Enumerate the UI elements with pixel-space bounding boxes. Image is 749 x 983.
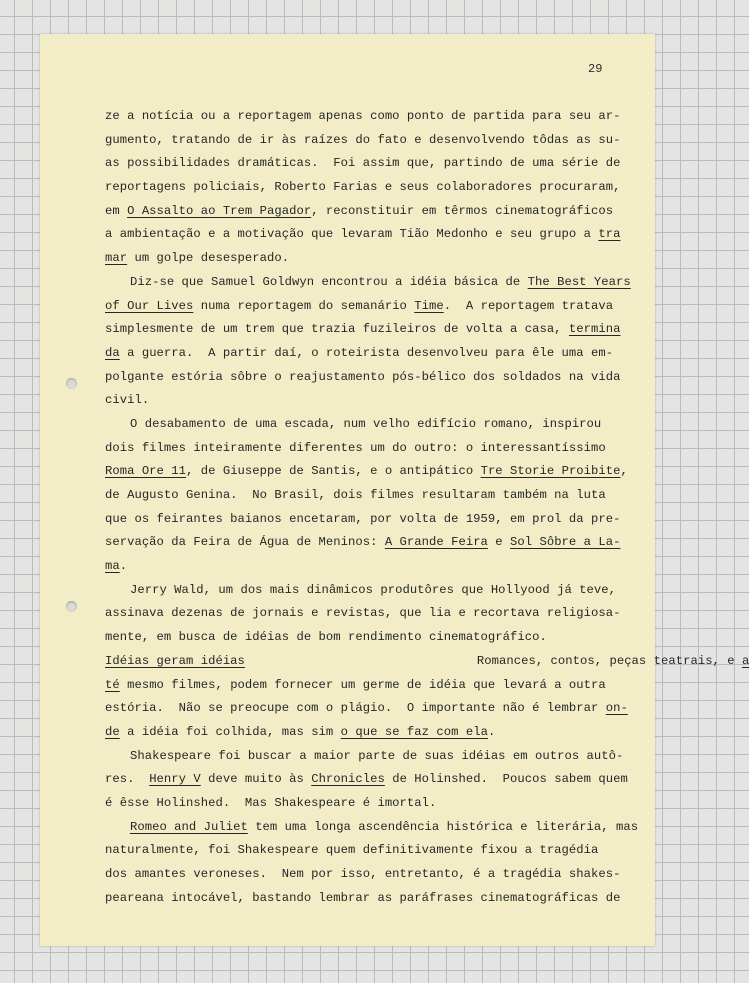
text-segment: mente, em busca de idéias de bom rendimento cinematográfico.: [105, 630, 547, 645]
underlined-title: A Grande Feira: [384, 535, 488, 550]
text-line: [105, 792, 625, 816]
text-line: [105, 721, 625, 745]
text-line: [105, 745, 625, 769]
text-segment: deve muito às: [200, 772, 312, 787]
text-line: [105, 674, 625, 698]
underlined-title: termina: [568, 322, 621, 337]
text-line: [105, 697, 628, 721]
text-line: [105, 508, 625, 532]
underlined-title: Sol Sôbre a La-: [510, 535, 621, 550]
text-line: [105, 129, 625, 153]
text-segment: servação da Feira de Água de Meninos:: [105, 535, 385, 550]
underlined-title: mar: [105, 251, 128, 266]
text-segment: numa reportagem do semanário: [193, 298, 415, 313]
text-segment: reportagens policiais, Roberto Farias e seus colaboradores procuraram,: [105, 180, 621, 195]
text-segment: .: [487, 724, 496, 739]
text-segment: naturalmente, foi Shakespeare quem definitivamente fixou a tragédia: [105, 843, 599, 858]
text-segment: peareana intocável, bastando lembrar as paráfrases cinematográficas de: [105, 890, 621, 905]
text-line: [105, 863, 625, 887]
underlined-title: Roma Ore 11: [105, 464, 187, 479]
text-segment: Shakespeare foi buscar a maior parte de suas idéias em outros autô-: [130, 748, 624, 763]
text-segment: ,: [620, 464, 628, 479]
underlined-title: Tre Storie Proibite: [480, 464, 621, 479]
underlined-title: o que se faz com ela: [340, 724, 488, 739]
text-line: [105, 271, 631, 295]
underlined-title: de: [105, 724, 120, 739]
text-line: [105, 626, 625, 650]
text-segment: e: [487, 535, 511, 550]
text-segment: mesmo filmes, podem fornecer um germe de idéia que levará a outra: [119, 677, 606, 692]
text-segment: civil.: [105, 393, 150, 408]
text-line: [105, 413, 625, 437]
text-line: [105, 768, 628, 792]
text-line: [105, 602, 625, 626]
underlined-title: Time: [414, 298, 444, 313]
text-segment: que os feirantes baianos encetaram, por volta de 1959, em prol da pre-: [105, 511, 621, 526]
text-segment: Jerry Wald, um dos mais dinâmicos produtôres que Hollyood já teve,: [130, 582, 617, 597]
text-line: [105, 223, 625, 247]
text-line: [105, 579, 625, 603]
text-line: [105, 484, 625, 508]
text-segment: ze a notícia ou a reportagem apenas como ponto de partida para seu ar-: [105, 109, 621, 123]
text-line: [105, 816, 639, 840]
text-segment: em: [105, 203, 128, 218]
text-segment: a idéia foi colhida, mas sim: [119, 724, 341, 739]
text-segment: polgante estória sôbre o reajustamento pós-bélico dos soldados na vida: [105, 369, 621, 384]
text-line: [105, 650, 749, 674]
text-segment: res.: [105, 772, 150, 787]
body-text: [105, 105, 749, 910]
text-segment: a guerra. A partir daí, o roteirista desenvolveu para êle uma em-: [119, 345, 614, 360]
text-segment: as possibilidades dramáticas. Foi assim que, partindo de uma série de: [105, 156, 621, 171]
text-segment: dos amantes veroneses. Nem por isso, entretanto, é a tragédia shakes-: [105, 867, 621, 881]
text-segment: estória. Não se preocupe com o plágio. O importante não é lembrar: [105, 701, 606, 716]
text-line: [105, 839, 625, 863]
underlined-title: Idéias geram idéias: [105, 653, 245, 668]
underlined-title: Romeo and Juliet: [130, 819, 248, 834]
text-segment: de Augusto Genina. No Brasil, dois filmes resultaram também na luta: [105, 488, 606, 502]
text-segment: de Holinshed. Poucos sabem quem: [384, 772, 628, 787]
text-line: [105, 318, 625, 342]
text-segment: , reconstituir em têrmos cinematográficos: [311, 203, 614, 218]
text-segment: Romances, contos, peças teatrais, e: [476, 653, 743, 668]
text-line: [105, 152, 625, 176]
text-line: [105, 105, 625, 129]
underlined-title: Chronicles: [311, 772, 385, 787]
text-line: [105, 460, 628, 484]
text-line: [105, 366, 625, 390]
text-segment: a ambientação e a motivação que levaram Tião Medonho e seu grupo a: [105, 227, 599, 242]
text-line: [105, 555, 625, 579]
typewritten-page: [40, 34, 749, 946]
text-line: [105, 247, 625, 271]
text-line: [105, 389, 625, 413]
text-segment: .: [119, 559, 128, 574]
underlined-title: ma: [105, 559, 120, 574]
underlined-title: of Our Lives: [105, 298, 194, 313]
underlined-title: té: [105, 677, 120, 692]
underlined-title: da: [105, 345, 120, 360]
text-line: [105, 295, 625, 319]
text-line: [105, 176, 625, 200]
underlined-title: The Best Years: [527, 274, 631, 289]
text-segment: gumento, tratando de ir às raízes do fato e desenvolvendo tôdas as su-: [105, 132, 621, 147]
underlined-title: tra: [598, 227, 621, 242]
text-segment: Diz-se que Samuel Goldwyn encontrou a idéia básica de: [130, 274, 528, 289]
text-line: [105, 437, 625, 461]
text-segment: assinava dezenas de jornais e revistas, que lia e recortava religiosa-: [105, 606, 621, 621]
page-number: 29: [588, 62, 603, 76]
text-line: [105, 342, 625, 366]
text-segment: , de Giuseppe de Santis, e o antipático: [186, 464, 481, 479]
underlined-title: on-: [605, 701, 628, 716]
text-line: [105, 887, 625, 911]
text-segment: é êsse Holinshed. Mas Shakespeare é imortal.: [105, 795, 437, 810]
punch-hole: [66, 378, 77, 389]
text-segment: dois filmes inteiramente diferentes um do outro: o interessantíssimo: [105, 440, 606, 455]
underlined-title: a: [742, 653, 749, 668]
text-line: [105, 531, 625, 555]
text-line: [105, 200, 625, 224]
text-segment: O desabamento de uma escada, num velho edifício romano, inspirou: [130, 416, 602, 431]
underlined-title: O Assalto ao Trem Pagador: [127, 203, 312, 218]
underlined-title: Henry V: [149, 772, 201, 787]
text-segment: . A reportagem tratava: [443, 298, 614, 313]
text-segment: um golpe desesperado.: [127, 251, 290, 266]
text-segment: simplesmente de um trem que trazia fuzileiros de volta a casa,: [105, 322, 569, 337]
text-segment: tem uma longa ascendência histórica e literária, mas: [247, 819, 639, 834]
punch-hole: [66, 601, 77, 612]
